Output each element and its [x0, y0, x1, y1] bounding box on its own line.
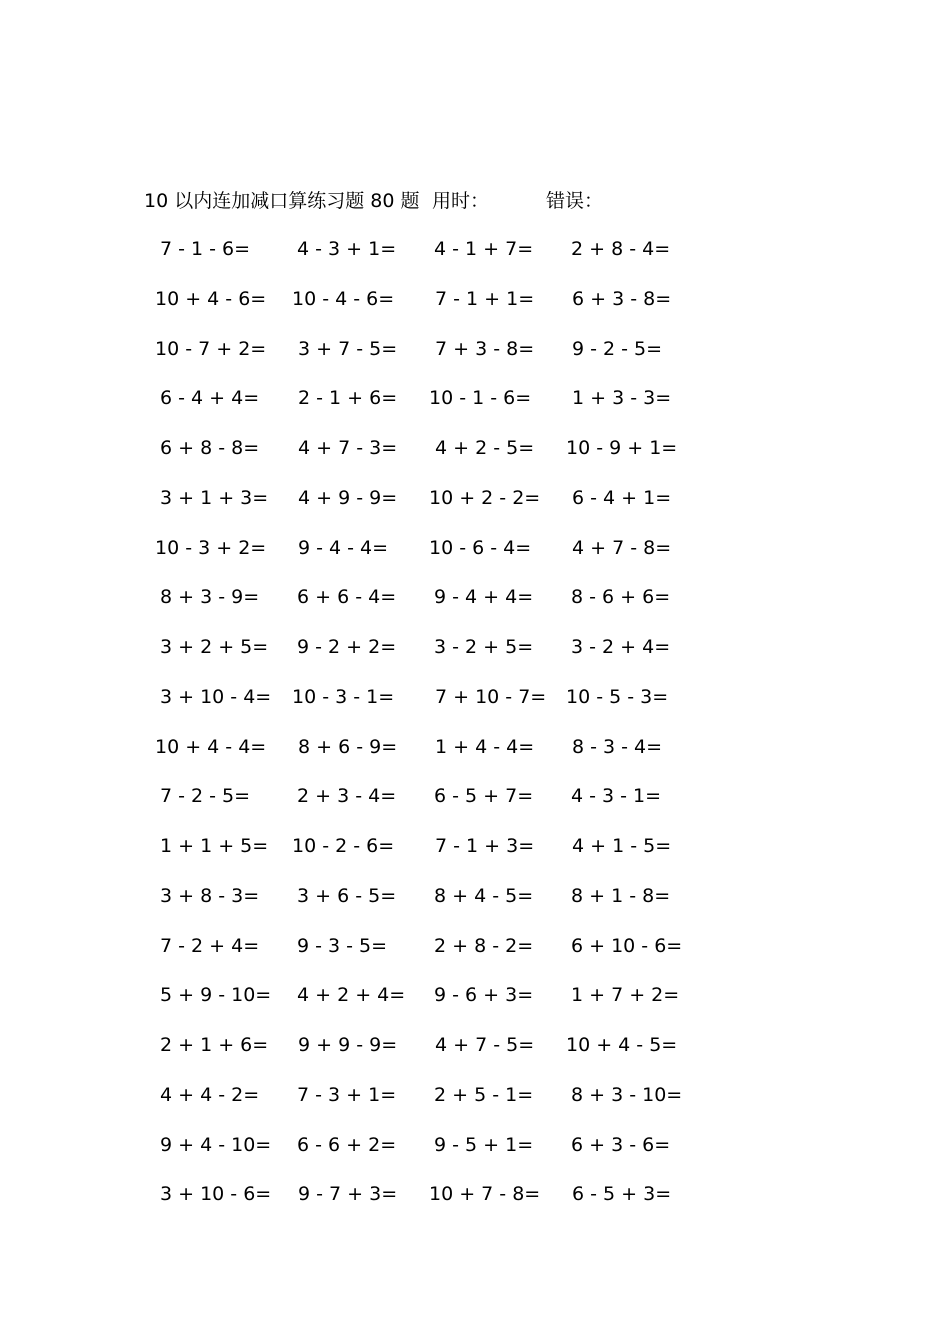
arithmetic-problem: 10 - 7 + 2= [155, 337, 267, 360]
arithmetic-problem: 6 - 5 + 3= [572, 1183, 672, 1206]
worksheet-title: 10 以内连加减口算练习题 80 题 [144, 190, 420, 212]
problem-row [0, 982, 950, 1032]
arithmetic-problem: 4 - 3 + 1= [297, 238, 397, 260]
problem-grid [0, 236, 950, 1231]
arithmetic-problem: 10 - 9 + 1= [566, 437, 678, 459]
arithmetic-problem: 8 - 6 + 6= [571, 586, 671, 609]
arithmetic-problem: 8 + 1 - 8= [571, 884, 671, 907]
arithmetic-problem: 3 - 2 + 5= [434, 636, 534, 658]
arithmetic-problem: 7 - 1 + 3= [435, 835, 535, 857]
arithmetic-problem: 2 - 1 + 6= [298, 387, 398, 410]
problem-row [0, 684, 950, 734]
arithmetic-problem: 7 - 1 - 6= [160, 238, 251, 260]
errors-label: 错误： [546, 190, 604, 212]
problem-row [0, 385, 950, 435]
arithmetic-problem: 10 - 6 - 4= [429, 536, 532, 559]
arithmetic-problem: 10 - 3 + 2= [155, 536, 267, 559]
arithmetic-problem: 9 - 4 + 4= [434, 586, 534, 609]
arithmetic-problem: 4 + 7 - 8= [572, 536, 672, 559]
arithmetic-problem: 10 + 4 - 6= [155, 287, 267, 310]
arithmetic-problem: 7 + 10 - 7= [435, 685, 547, 708]
arithmetic-problem: 9 - 7 + 3= [298, 1183, 398, 1206]
arithmetic-problem: 9 - 5 + 1= [434, 1133, 534, 1156]
arithmetic-problem: 7 - 2 - 5= [160, 785, 251, 808]
arithmetic-problem: 1 + 7 + 2= [571, 984, 680, 1007]
arithmetic-problem: 10 + 7 - 8= [429, 1183, 541, 1206]
problem-row [0, 286, 950, 336]
arithmetic-problem: 10 - 1 - 6= [429, 387, 532, 410]
arithmetic-problem: 2 + 5 - 1= [434, 1083, 534, 1106]
problem-row [0, 734, 950, 784]
arithmetic-problem: 7 - 2 + 4= [160, 934, 260, 957]
arithmetic-problem: 3 + 6 - 5= [297, 884, 397, 907]
arithmetic-problem: 8 + 4 - 5= [434, 884, 534, 907]
arithmetic-problem: 4 - 3 - 1= [571, 785, 662, 808]
problem-row [0, 1132, 950, 1182]
arithmetic-problem: 7 + 3 - 8= [435, 337, 535, 360]
arithmetic-problem: 9 - 4 - 4= [298, 536, 389, 559]
arithmetic-problem: 3 + 1 + 3= [160, 486, 269, 509]
arithmetic-problem: 6 - 4 + 4= [160, 387, 260, 410]
problem-row [0, 485, 950, 535]
arithmetic-problem: 10 + 4 - 5= [566, 1034, 678, 1056]
arithmetic-problem: 4 + 2 + 4= [297, 984, 406, 1007]
arithmetic-problem: 6 - 5 + 7= [434, 785, 534, 808]
arithmetic-problem: 3 + 7 - 5= [298, 337, 398, 360]
arithmetic-problem: 4 + 7 - 3= [298, 437, 398, 459]
arithmetic-problem: 10 + 2 - 2= [429, 486, 541, 509]
problem-row [0, 833, 950, 883]
arithmetic-problem: 4 + 4 - 2= [160, 1083, 260, 1106]
arithmetic-problem: 1 + 3 - 3= [572, 387, 672, 410]
arithmetic-problem: 4 + 7 - 5= [435, 1034, 535, 1056]
arithmetic-problem: 3 + 10 - 6= [160, 1183, 272, 1206]
problem-row [0, 933, 950, 983]
problem-row [0, 584, 950, 634]
arithmetic-problem: 6 + 8 - 8= [160, 437, 260, 459]
arithmetic-problem: 6 + 3 - 8= [572, 287, 672, 310]
problem-row [0, 783, 950, 833]
arithmetic-problem: 6 + 3 - 6= [571, 1133, 671, 1156]
arithmetic-problem: 8 + 3 - 10= [571, 1083, 683, 1106]
arithmetic-problem: 3 + 8 - 3= [160, 884, 260, 907]
arithmetic-problem: 5 + 9 - 10= [160, 984, 272, 1007]
arithmetic-problem: 6 - 4 + 1= [572, 486, 672, 509]
arithmetic-problem: 4 - 1 + 7= [434, 238, 534, 260]
arithmetic-problem: 2 + 1 + 6= [160, 1034, 269, 1056]
problem-row [0, 1082, 950, 1132]
arithmetic-problem: 1 + 4 - 4= [435, 735, 535, 758]
arithmetic-problem: 9 - 2 - 5= [572, 337, 663, 360]
arithmetic-problem: 8 - 3 - 4= [572, 735, 663, 758]
arithmetic-problem: 7 - 3 + 1= [297, 1083, 397, 1106]
problem-row [0, 336, 950, 386]
arithmetic-problem: 10 + 4 - 4= [155, 735, 267, 758]
arithmetic-problem: 6 - 6 + 2= [297, 1133, 397, 1156]
arithmetic-problem: 4 + 2 - 5= [435, 437, 535, 459]
arithmetic-problem: 3 - 2 + 4= [571, 636, 671, 658]
arithmetic-problem: 10 - 2 - 6= [292, 835, 395, 857]
arithmetic-problem: 8 + 6 - 9= [298, 735, 398, 758]
arithmetic-problem: 10 - 4 - 6= [292, 287, 395, 310]
arithmetic-problem: 9 - 6 + 3= [434, 984, 534, 1007]
arithmetic-problem: 6 + 6 - 4= [297, 586, 397, 609]
problem-row [0, 535, 950, 585]
arithmetic-problem: 9 - 2 + 2= [297, 636, 397, 658]
arithmetic-problem: 3 + 2 + 5= [160, 636, 269, 658]
arithmetic-problem: 9 - 3 - 5= [297, 934, 388, 957]
arithmetic-problem: 2 + 8 - 4= [571, 238, 671, 260]
arithmetic-problem: 10 - 5 - 3= [566, 685, 669, 708]
arithmetic-problem: 10 - 3 - 1= [292, 685, 395, 708]
arithmetic-problem: 2 + 3 - 4= [297, 785, 397, 808]
problem-row [0, 435, 950, 485]
arithmetic-problem: 8 + 3 - 9= [160, 586, 260, 609]
arithmetic-problem: 6 + 10 - 6= [571, 934, 683, 957]
arithmetic-problem: 3 + 10 - 4= [160, 685, 272, 708]
arithmetic-problem: 9 + 9 - 9= [298, 1034, 398, 1056]
arithmetic-problem: 9 + 4 - 10= [160, 1133, 272, 1156]
arithmetic-problem: 2 + 8 - 2= [434, 934, 534, 957]
problem-row [0, 1181, 950, 1231]
arithmetic-problem: 4 + 9 - 9= [298, 486, 398, 509]
time-spent-label: 用时： [432, 190, 490, 212]
problem-row [0, 634, 950, 684]
arithmetic-problem: 1 + 1 + 5= [160, 835, 269, 857]
problem-row [0, 883, 950, 933]
arithmetic-problem: 4 + 1 - 5= [572, 835, 672, 857]
arithmetic-problem: 7 - 1 + 1= [435, 287, 535, 310]
problem-row [0, 1032, 950, 1082]
problem-row [0, 236, 950, 286]
